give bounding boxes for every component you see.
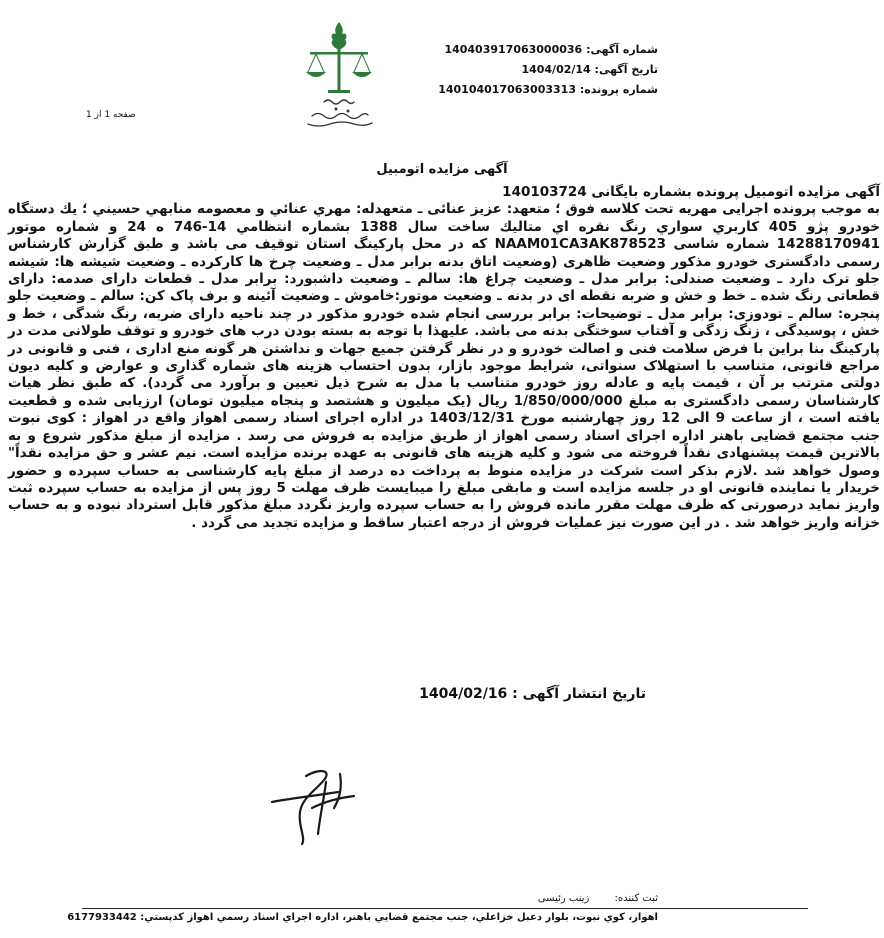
registrar-name: زینب رئیسی	[537, 893, 590, 904]
notice-lead: آگهی مزایده اتومبیل پرونده بشماره بایگانی 140103724	[502, 184, 880, 200]
notice-number-row	[438, 40, 658, 60]
judiciary-emblem-icon	[284, 16, 394, 130]
document-title: آگهی مزایده اتومبیل	[376, 162, 508, 177]
notice-date-row	[438, 60, 658, 80]
registrar-row	[538, 893, 658, 904]
notice-metadata	[438, 40, 658, 100]
publish-date-row	[419, 686, 646, 702]
file-number-label: شماره پرونده:	[579, 83, 658, 96]
notice-date: 1404/02/14	[521, 63, 591, 76]
file-number-row	[438, 80, 658, 100]
notice-number: 140403917063000036	[444, 43, 583, 56]
publish-date: 1404/02/16	[419, 686, 508, 702]
file-number: 140104017063003313	[438, 83, 576, 96]
notice-paragraph: به موجب پرونده اجرایی مهریه تحت کلاسه فوق ؛ متعهد: عزیز عنائی ـ متعهدله: مهري عنائي و معصومه منابهي حسيني ؛ يك دستگاه خودرو پژو 405 كاربري سواري رنگ نقره اي متاليك ساخت سال 1388 بشماره انتظامي 14-746 ه 24 و شماره موتور 14288170941 شماره شاسی NAAM01CA3AK878523 كه در محل پاركينگ استان توقيف می باشد و طبق گزارش کارشناس رسمی دادگستری خودرو مذکور وضعیت ظاهری (وضعیت اتاق بدنه برابر مدل ـ وضعیت چرخ ها کارکرده ـ وضعیت شیشه ها: شیشه جلو ترک دارد ـ وضعیت صندلی: برابر مدل ـ وضعیت چراغ ها: سالم ـ وضعیت داشبورد: برابر مدل ـ قطعات دارای صدمه: دارای قطعاتی رنگ شده ـ خط و خش و ضربه نقطه ای در بدنه ـ وضعیت موتور:خاموش ـ وضعیت آئینه و برف پاک کن: سالم ـ وضعیت جلو پنجره: سالم ـ تودوزی: برابر مدل ـ توضیحات: برابر بررسی انجام شده خودرو مذکور در چند ناحیه دارای ضربه، رنگ شدگی ، خط و خش ، پوسیدگی ، زنگ زدگی و آفتاب سوختگی بدنه می باشد. علیهذا با توجه به بسته بودن درب های خودرو و توقف طولانی مدت در پارکینگ بنا براین با فرض سلامت فنی و اصالت خودرو و در نظر گرفتن جمیع جهات و نداشتن هر گونه منع اداری ، فنی و قانونی در مراجع قانونی، متناسب با استهلاک سنواتی، شرایط موجود بازار، بدون احتساب هزینه های شماره گذاری و عوارض و کلیه دیون دولتی مترتب بر آن ، قیمت پایه و عادله روز خودرو متناسب با مدل به شرح ذیل تعیین و برآورد می گردد). که طبق نظر هیات کارشناسان رسمی دادگستری به مبلغ 1/850/000/000 ریال (یک میلیون و هشتصد و پنجاه میلیون تومان) ارزیابی شده و قطعیت یافته است ، از ساعت 9 الی 12 روز چهارشنبه مورخ 1403/12/31 در اداره اجرای اسناد رسمی اهواز واقع در اهواز : کوی نبوت جنب مجتمع قضایی باهنر اداره اجرای اسناد رسمی اهواز از طریق مزایده به فروش می رسد . مزایده از مبلغ مذکور شروع و به بالاترین قیمت پیشنهادی نقداً فروخته می شود و کلیه هزینه های قانونی به عهده برنده مزایده است. نیم عشر و حق مزایده نقداً" وصول خواهد شد .لازم بذکر است شرکت در مزایده منوط به پرداخت ده درصد از مبلغ پایه کارشناسی به حساب سپرده و حضور خریدار یا نماینده قانونی او در جلسه مزایده است و مابقی مبلغ را میبایست ظرف مهلت 5 روز پس از مزایده به حساب سپرده ثبت واریز نماید درصورتی که ظرف مهلت مقرر مانده فروش را به حساب سپرده واریز نگردد مبلغ مذکور قابل استرداد نبوده و به حساب خزانه واریز خواهد شد . در این صورت نیز عملیات فروش از درجه اعتبار ساقط و مزایده تجدید می گردد .	[8, 201, 880, 531]
page-number: صفحه 1 از 1	[86, 110, 136, 120]
publish-date-label: تاریخ انتشار آگهی :	[512, 686, 646, 702]
notice-body	[8, 184, 880, 532]
footer-divider	[82, 908, 808, 909]
signature-icon	[262, 768, 372, 848]
registrar-label: ثبت کننده:	[614, 893, 658, 904]
footer-address: اهواز، کوي نبوت، بلوار دعبل خزاعلي، جنب مجتمع قضايي باهنر، اداره اجراي اسناد رسمي اهواز کدپستي: 6177933442	[67, 912, 658, 923]
notice-number-label: شماره آگهی:	[586, 43, 658, 56]
notice-date-label: تاریخ آگهی:	[594, 63, 658, 76]
